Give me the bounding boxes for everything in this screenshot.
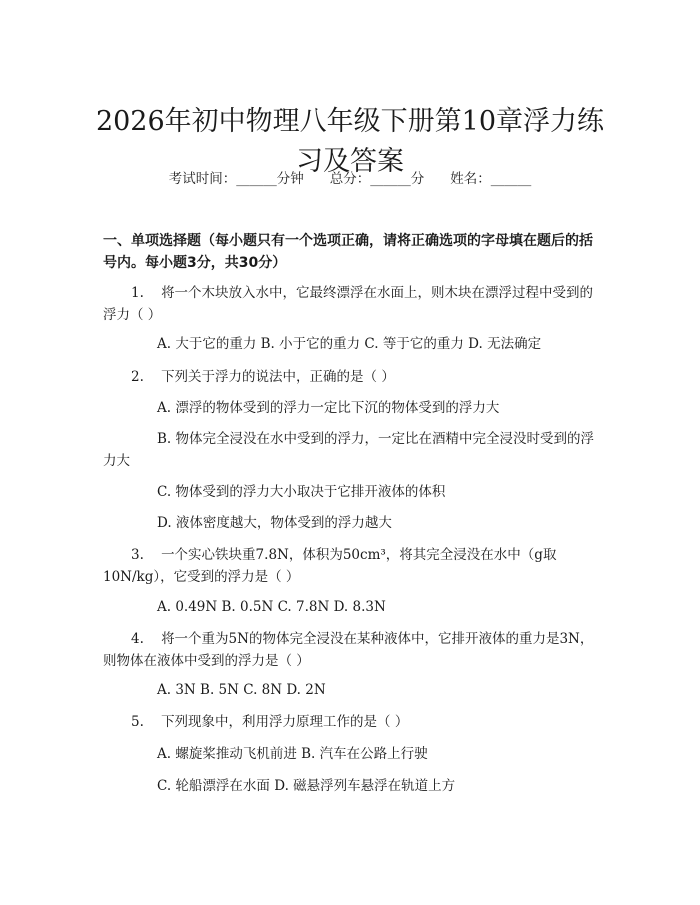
question-4 (103, 628, 603, 672)
question-3-options-text: A. 0.49N B. 0.5N C. 7.8N D. 8.3N (157, 599, 386, 615)
question-2-option-d-text: D. 液体密度越大，物体受到的浮力越大 (157, 515, 392, 531)
question-5-options-line-2 (103, 775, 603, 797)
question-1-text: 将一个木块放入水中，它最终漂浮在水面上，则木块在漂浮过程中受到的浮力（ ） (103, 285, 594, 323)
question-5 (103, 711, 603, 733)
question-3 (103, 544, 603, 588)
question-5-options-line-1 (103, 743, 603, 765)
question-2-number: 2. (131, 369, 144, 385)
exam-meta (0, 170, 700, 188)
question-2-option-a-text: A. 漂浮的物体受到的浮力一定比下沉的物体受到的浮力大 (157, 400, 500, 416)
question-1-options-text: A. 大于它的重力 B. 小于它的重力 C. 等于它的重力 D. 无法确定 (157, 336, 542, 352)
question-4-text: 将一个重为5N的物体完全浸没在某种液体中，它排开液体的重力是3N，则物体在液体中受到的浮力是（ ） (103, 631, 594, 669)
question-1 (103, 282, 603, 326)
question-2-option-a (103, 397, 603, 419)
question-2-option-d (103, 512, 603, 534)
question-4-number: 4. (131, 631, 144, 647)
section-heading-1: 一、单项选择题（每小题只有一个选项正确，请将正确选项的字母填在题后的括号内。每小题3分，共30分） (103, 233, 593, 271)
question-3-options (103, 596, 603, 618)
question-4-options-text: A. 3N B. 5N C. 8N D. 2N (157, 682, 326, 698)
question-1-options (103, 333, 603, 355)
question-5-options-text-2: C. 轮船漂浮在水面 D. 磁悬浮列车悬浮在轨道上方 (157, 778, 456, 794)
title-line-2: 习及答案 (296, 146, 404, 178)
question-1-number: 1. (131, 285, 144, 301)
exam-time-field: 考试时间：______分钟 (168, 171, 304, 187)
student-name-field: 姓名：______ (450, 171, 532, 187)
question-2-option-c-text: C. 物体受到的浮力大小取决于它排开液体的体积 (157, 484, 446, 500)
question-5-options-text-1: A. 螺旋桨推动飞机前进 B. 汽车在公路上行驶 (157, 746, 428, 762)
question-3-number: 3. (131, 547, 144, 563)
question-3-text: 一个实心铁块重7.8N，体积为50cm³，将其完全浸没在水中（g取10N/kg），它受到的浮力是（ ） (103, 547, 557, 585)
question-2-option-b (103, 428, 603, 472)
question-2-text: 下列关于浮力的说法中，正确的是（ ） (161, 369, 395, 385)
question-5-number: 5. (131, 714, 144, 730)
question-5-text: 下列现象中，利用浮力原理工作的是（ ） (161, 714, 409, 730)
question-2-option-c (103, 481, 603, 503)
question-2-option-b-text: B. 物体完全浸没在水中受到的浮力，一定比在酒精中完全浸没时受到的浮力大 (103, 431, 595, 469)
question-4-options (103, 679, 603, 701)
title-line-1: 2026年初中物理八年级下册第10章浮力练 (95, 106, 605, 138)
question-2 (103, 366, 603, 388)
total-score-field: 总分：______分 (329, 171, 425, 187)
